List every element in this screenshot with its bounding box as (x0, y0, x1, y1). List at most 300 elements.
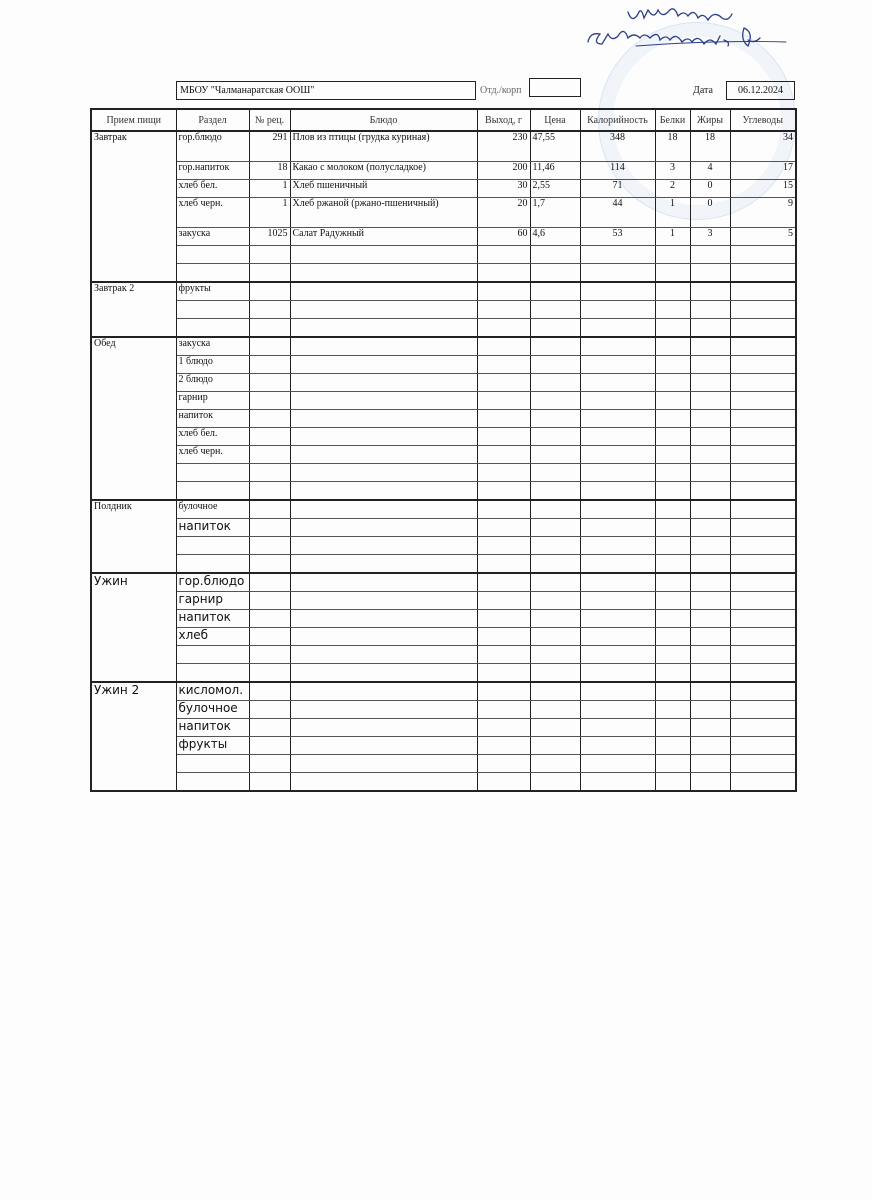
protein-cell (655, 246, 690, 264)
carbs-cell (730, 446, 796, 464)
carbs-cell (730, 628, 796, 646)
column-header: № рец. (249, 109, 290, 131)
section-cell (176, 464, 249, 482)
fat-cell: 3 (690, 228, 730, 246)
dish-name-cell (290, 592, 477, 610)
calories-cell (580, 319, 655, 338)
weight-cell: 20 (477, 198, 530, 228)
protein-cell (655, 646, 690, 664)
recipe-number-cell (249, 664, 290, 683)
weight-cell (477, 664, 530, 683)
table-row (91, 519, 796, 537)
price-cell (530, 555, 580, 574)
price-cell: 2,55 (530, 180, 580, 198)
price-cell (530, 374, 580, 392)
dept-field (529, 78, 581, 97)
protein-cell (655, 482, 690, 501)
dish-name-cell (290, 464, 477, 482)
weight-cell (477, 319, 530, 338)
dish-name-cell (290, 282, 477, 301)
calories-cell (580, 555, 655, 574)
weight-cell (477, 282, 530, 301)
carbs-cell: 5 (730, 228, 796, 246)
weight-cell: 200 (477, 162, 530, 180)
calories-cell (580, 755, 655, 773)
protein-cell (655, 555, 690, 574)
calories-cell: 348 (580, 131, 655, 162)
table-row (91, 628, 796, 646)
weight-cell (477, 755, 530, 773)
table-row (91, 737, 796, 755)
price-cell (530, 719, 580, 737)
carbs-cell (730, 719, 796, 737)
calories-cell (580, 428, 655, 446)
meal-name-cell: Завтрак (91, 131, 176, 162)
table-row (91, 228, 796, 246)
school-name-field: МБОУ "Чалманаратская ООШ" (176, 81, 476, 100)
calories-cell (580, 392, 655, 410)
fat-cell (690, 537, 730, 555)
dish-name-cell: Хлеб ржаной (ржано-пшеничный) (290, 198, 477, 228)
fat-cell (690, 282, 730, 301)
calories-cell (580, 664, 655, 683)
date-field: 06.12.2024 (726, 81, 795, 100)
table-row (91, 356, 796, 374)
calories-cell (580, 573, 655, 592)
carbs-cell (730, 356, 796, 374)
section-cell: закуска (176, 228, 249, 246)
table-row (91, 555, 796, 574)
table-row (91, 446, 796, 464)
section-cell: фрукты (176, 282, 249, 301)
calories-cell: 53 (580, 228, 655, 246)
meal-cell-continuation (91, 482, 176, 501)
table-row (91, 131, 796, 162)
dish-name-cell (290, 246, 477, 264)
meal-cell-continuation (91, 319, 176, 338)
protein-cell: 3 (655, 162, 690, 180)
carbs-cell (730, 755, 796, 773)
section-cell: фрукты (176, 737, 249, 755)
table-row (91, 162, 796, 180)
price-cell (530, 682, 580, 701)
carbs-cell (730, 410, 796, 428)
fat-cell (690, 755, 730, 773)
price-cell: 47,55 (530, 131, 580, 162)
table-header-row (91, 109, 796, 131)
fat-cell: 18 (690, 131, 730, 162)
recipe-number-cell (249, 356, 290, 374)
calories-cell (580, 701, 655, 719)
price-cell (530, 446, 580, 464)
carbs-cell: 17 (730, 162, 796, 180)
price-cell (530, 410, 580, 428)
fat-cell (690, 356, 730, 374)
calories-cell: 114 (580, 162, 655, 180)
table-row (91, 592, 796, 610)
dish-name-cell (290, 682, 477, 701)
column-header: Блюдо (290, 109, 477, 131)
fat-cell (690, 500, 730, 519)
dish-name-cell (290, 356, 477, 374)
calories-cell (580, 264, 655, 283)
weight-cell (477, 410, 530, 428)
menu-table (90, 108, 797, 792)
dish-name-cell (290, 737, 477, 755)
calories-cell: 44 (580, 198, 655, 228)
section-cell: закуска (176, 337, 249, 356)
weight-cell (477, 482, 530, 501)
table-row (91, 719, 796, 737)
protein-cell: 1 (655, 228, 690, 246)
price-cell: 4,6 (530, 228, 580, 246)
price-cell (530, 755, 580, 773)
recipe-number-cell (249, 610, 290, 628)
calories-cell (580, 374, 655, 392)
table-row (91, 773, 796, 792)
recipe-number-cell (249, 519, 290, 537)
calories-cell (580, 519, 655, 537)
table-row (91, 610, 796, 628)
recipe-number-cell (249, 628, 290, 646)
protein-cell (655, 610, 690, 628)
calories-cell (580, 646, 655, 664)
recipe-number-cell (249, 555, 290, 574)
weight-cell (477, 446, 530, 464)
carbs-cell (730, 337, 796, 356)
weight-cell (477, 573, 530, 592)
section-cell: хлеб черн. (176, 446, 249, 464)
table-row (91, 500, 796, 519)
protein-cell (655, 537, 690, 555)
protein-cell (655, 428, 690, 446)
protein-cell (655, 356, 690, 374)
table-row (91, 246, 796, 264)
fat-cell (690, 410, 730, 428)
recipe-number-cell (249, 573, 290, 592)
price-cell (530, 500, 580, 519)
recipe-number-cell (249, 773, 290, 792)
price-cell (530, 628, 580, 646)
weight-cell (477, 374, 530, 392)
meal-cell-continuation (91, 628, 176, 646)
meal-cell-continuation (91, 410, 176, 428)
dish-name-cell (290, 755, 477, 773)
section-cell (176, 773, 249, 792)
fat-cell: 0 (690, 198, 730, 228)
dish-name-cell (290, 337, 477, 356)
fat-cell (690, 392, 730, 410)
meal-cell-continuation (91, 228, 176, 246)
weight-cell (477, 773, 530, 792)
weight-cell (477, 537, 530, 555)
price-cell (530, 337, 580, 356)
recipe-number-cell (249, 282, 290, 301)
carbs-cell (730, 773, 796, 792)
protein-cell (655, 264, 690, 283)
weight-cell (477, 392, 530, 410)
calories-cell (580, 537, 655, 555)
section-cell: гор.блюдо (176, 131, 249, 162)
section-cell: 1 блюдо (176, 356, 249, 374)
recipe-number-cell (249, 374, 290, 392)
protein-cell (655, 500, 690, 519)
meal-cell-continuation (91, 356, 176, 374)
fat-cell (690, 610, 730, 628)
section-cell: хлеб бел. (176, 180, 249, 198)
price-cell (530, 246, 580, 264)
recipe-number-cell: 1025 (249, 228, 290, 246)
recipe-number-cell (249, 464, 290, 482)
dish-name-cell (290, 701, 477, 719)
protein-cell (655, 319, 690, 338)
recipe-number-cell (249, 264, 290, 283)
section-cell (176, 755, 249, 773)
calories-cell (580, 410, 655, 428)
price-cell (530, 428, 580, 446)
dish-name-cell (290, 374, 477, 392)
carbs-cell (730, 592, 796, 610)
meal-cell-continuation (91, 773, 176, 792)
table-row (91, 682, 796, 701)
carbs-cell (730, 464, 796, 482)
recipe-number-cell (249, 428, 290, 446)
weight-cell (477, 592, 530, 610)
price-cell (530, 573, 580, 592)
fat-cell (690, 555, 730, 574)
calories-cell (580, 246, 655, 264)
protein-cell (655, 282, 690, 301)
calories-cell (580, 356, 655, 374)
section-cell: кисломол. (176, 682, 249, 701)
protein-cell (655, 773, 690, 792)
dish-name-cell (290, 555, 477, 574)
table-row (91, 664, 796, 683)
fat-cell (690, 773, 730, 792)
recipe-number-cell (249, 500, 290, 519)
fat-cell (690, 719, 730, 737)
dish-name-cell (290, 537, 477, 555)
price-cell (530, 264, 580, 283)
protein-cell (655, 719, 690, 737)
meal-cell-continuation (91, 464, 176, 482)
protein-cell (655, 337, 690, 356)
fat-cell (690, 464, 730, 482)
fat-cell: 0 (690, 180, 730, 198)
dish-name-cell (290, 646, 477, 664)
fat-cell (690, 374, 730, 392)
protein-cell (655, 392, 690, 410)
weight-cell (477, 555, 530, 574)
section-cell: напиток (176, 719, 249, 737)
meal-cell-continuation (91, 446, 176, 464)
fat-cell (690, 664, 730, 683)
carbs-cell (730, 573, 796, 592)
meal-cell-continuation (91, 519, 176, 537)
calories-cell (580, 337, 655, 356)
recipe-number-cell (249, 719, 290, 737)
weight-cell (477, 519, 530, 537)
section-cell: хлеб бел. (176, 428, 249, 446)
weight-cell (477, 356, 530, 374)
dish-name-cell (290, 773, 477, 792)
protein-cell (655, 701, 690, 719)
meal-cell-continuation (91, 701, 176, 719)
section-cell: булочное (176, 500, 249, 519)
price-cell (530, 592, 580, 610)
meal-cell-continuation (91, 592, 176, 610)
meal-cell-continuation (91, 555, 176, 574)
recipe-number-cell (249, 592, 290, 610)
calories-cell (580, 482, 655, 501)
price-cell (530, 737, 580, 755)
meal-name-cell: Обед (91, 337, 176, 356)
column-header: Раздел (176, 109, 249, 131)
weight-cell (477, 264, 530, 283)
table-row (91, 392, 796, 410)
table-row (91, 410, 796, 428)
table-row (91, 319, 796, 338)
carbs-cell (730, 392, 796, 410)
section-cell (176, 646, 249, 664)
fat-cell (690, 337, 730, 356)
carbs-cell (730, 682, 796, 701)
protein-cell (655, 755, 690, 773)
column-header: Жиры (690, 109, 730, 131)
carbs-cell (730, 246, 796, 264)
table-row (91, 701, 796, 719)
carbs-cell (730, 282, 796, 301)
table-row (91, 537, 796, 555)
fat-cell: 4 (690, 162, 730, 180)
column-header: Прием пищи (91, 109, 176, 131)
weight-cell: 60 (477, 228, 530, 246)
table-row (91, 428, 796, 446)
price-cell (530, 282, 580, 301)
weight-cell (477, 337, 530, 356)
protein-cell (655, 573, 690, 592)
weight-cell (477, 301, 530, 319)
dish-name-cell (290, 500, 477, 519)
section-cell: гор.напиток (176, 162, 249, 180)
price-cell (530, 301, 580, 319)
section-cell: напиток (176, 610, 249, 628)
section-cell (176, 264, 249, 283)
price-cell: 1,7 (530, 198, 580, 228)
dish-name-cell (290, 628, 477, 646)
fat-cell (690, 482, 730, 501)
recipe-number-cell (249, 392, 290, 410)
carbs-cell: 34 (730, 131, 796, 162)
price-cell (530, 610, 580, 628)
dish-name-cell (290, 519, 477, 537)
meal-name-cell: Полдник (91, 500, 176, 519)
weight-cell (477, 701, 530, 719)
recipe-number-cell (249, 410, 290, 428)
table-row (91, 646, 796, 664)
carbs-cell (730, 500, 796, 519)
section-cell (176, 246, 249, 264)
recipe-number-cell (249, 755, 290, 773)
carbs-cell (730, 264, 796, 283)
calories-cell (580, 719, 655, 737)
section-cell: гор.блюдо (176, 573, 249, 592)
carbs-cell (730, 737, 796, 755)
recipe-number-cell (249, 319, 290, 338)
fat-cell (690, 428, 730, 446)
meal-cell-continuation (91, 374, 176, 392)
calories-cell (580, 773, 655, 792)
carbs-cell (730, 701, 796, 719)
price-cell (530, 701, 580, 719)
protein-cell (655, 374, 690, 392)
section-cell (176, 664, 249, 683)
protein-cell: 1 (655, 198, 690, 228)
meal-name-cell: Ужин 2 (91, 682, 176, 701)
meal-cell-continuation (91, 180, 176, 198)
carbs-cell (730, 519, 796, 537)
recipe-number-cell: 18 (249, 162, 290, 180)
calories-cell (580, 610, 655, 628)
meal-cell-continuation (91, 537, 176, 555)
section-cell (176, 537, 249, 555)
table-body (91, 131, 796, 791)
dept-label: Отд./корп (480, 85, 522, 96)
carbs-cell (730, 482, 796, 501)
calories-cell (580, 500, 655, 519)
section-cell (176, 482, 249, 501)
weight-cell: 230 (477, 131, 530, 162)
price-cell (530, 646, 580, 664)
section-cell: гарнир (176, 392, 249, 410)
meal-cell-continuation (91, 264, 176, 283)
table-row (91, 464, 796, 482)
table-row (91, 482, 796, 501)
recipe-number-cell: 291 (249, 131, 290, 162)
carbs-cell: 9 (730, 198, 796, 228)
table-row (91, 264, 796, 283)
protein-cell (655, 519, 690, 537)
carbs-cell (730, 555, 796, 574)
price-cell (530, 392, 580, 410)
section-cell: хлеб (176, 628, 249, 646)
fat-cell (690, 573, 730, 592)
meal-cell-continuation (91, 755, 176, 773)
dish-name-cell (290, 573, 477, 592)
meal-cell-continuation (91, 610, 176, 628)
table-row (91, 301, 796, 319)
recipe-number-cell (249, 337, 290, 356)
calories-cell (580, 301, 655, 319)
table-row (91, 374, 796, 392)
calories-cell (580, 282, 655, 301)
carbs-cell (730, 374, 796, 392)
meal-cell-continuation (91, 198, 176, 228)
section-cell (176, 319, 249, 338)
carbs-cell: 15 (730, 180, 796, 198)
recipe-number-cell: 1 (249, 198, 290, 228)
protein-cell (655, 628, 690, 646)
weight-cell (477, 646, 530, 664)
recipe-number-cell (249, 446, 290, 464)
meal-cell-continuation (91, 737, 176, 755)
meal-cell-continuation (91, 392, 176, 410)
carbs-cell (730, 301, 796, 319)
dish-name-cell (290, 264, 477, 283)
meal-name-cell: Завтрак 2 (91, 282, 176, 301)
meal-cell-continuation (91, 664, 176, 683)
protein-cell: 18 (655, 131, 690, 162)
